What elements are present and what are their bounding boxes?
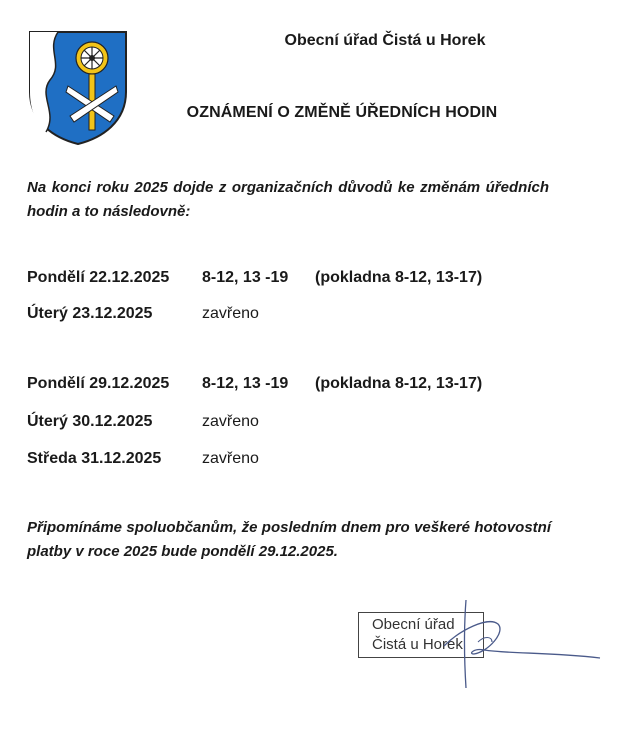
- intro-paragraph: Na konci roku 2025 dojde z organizačních důvodů ke změnám úředních hodin a to následovně:: [27, 179, 549, 220]
- stamp-line-1: Obecní úřad: [372, 616, 455, 633]
- announcement-title: OZNÁMENÍ O ZMĚNĚ ÚŘEDNÍCH HODIN: [186, 104, 498, 121]
- stamp-line-2: Čistá u Horek: [372, 636, 463, 653]
- schedule-hours: 8-12, 13 -19: [202, 269, 289, 286]
- schedule-day: Pondělí 22.12.2025: [27, 269, 170, 286]
- schedule-row: [27, 413, 259, 431]
- schedule-day: Úterý 30.12.2025: [27, 413, 153, 430]
- schedule-day: Středa 31.12.2025: [27, 450, 162, 467]
- reminder-paragraph: Připomínáme spoluobčanům, že posledním dnem pro veškeré hotovostní platby v roce 2025 bude pondělí 29.12.2025.: [27, 519, 551, 560]
- schedule-cash-desk: (pokladna 8-12, 13-17): [315, 269, 483, 286]
- schedule-day: Pondělí 29.12.2025: [27, 375, 170, 392]
- schedule-row: [27, 450, 259, 468]
- schedule-hours: 8-12, 13 -19: [202, 375, 289, 392]
- schedule-status: zavřeno: [202, 305, 259, 322]
- schedule-row: [27, 269, 483, 287]
- office-name: Obecní úřad Čistá u Horek: [284, 32, 486, 49]
- schedule-cash-desk: (pokladna 8-12, 13-17): [315, 375, 483, 392]
- schedule-row: [27, 305, 259, 323]
- schedule-day: Úterý 23.12.2025: [27, 305, 153, 322]
- schedule-row: [27, 375, 483, 393]
- schedule-status: zavřeno: [202, 450, 259, 467]
- signature-icon: [440, 596, 610, 692]
- schedule-status: zavřeno: [202, 413, 259, 430]
- coat-of-arms-icon: [28, 30, 128, 146]
